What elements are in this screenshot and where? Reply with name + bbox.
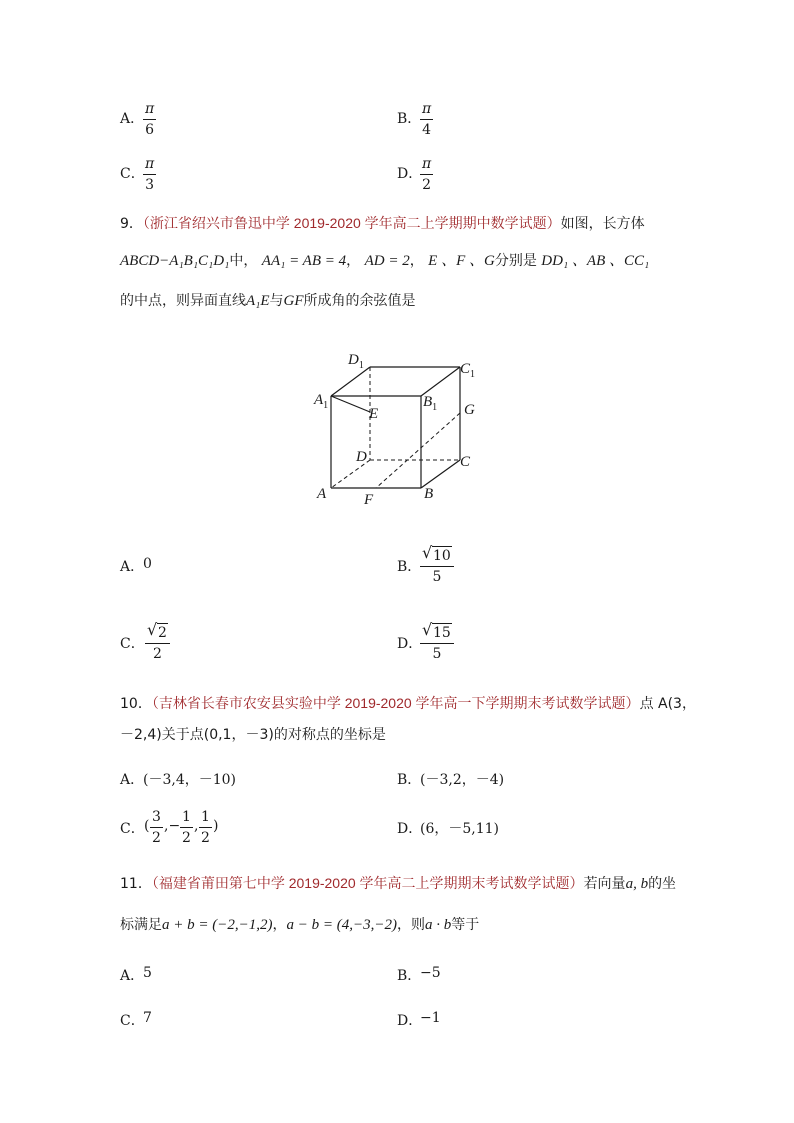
- q10-option-c-frac-3: [199, 808, 212, 847]
- q9-option-c-radicand: 2: [158, 625, 167, 641]
- q10-option-d-label: D．: [397, 821, 423, 837]
- q11-line2-pre: 标满足: [120, 917, 162, 933]
- q8-option-c-label: C．: [120, 166, 145, 182]
- q9-cuboid-figure: [300, 340, 500, 515]
- q9-option-a-label: A．: [120, 559, 145, 575]
- q10-option-c-n3: 1: [199, 808, 212, 828]
- q11-eq-diff: a − b = (4,−3,−2): [286, 917, 397, 933]
- edge-c-b: [421, 460, 460, 488]
- hidden-segment-g-f: [376, 413, 460, 488]
- q11-line-1: [120, 873, 676, 893]
- q9-box-name: ABCD: [120, 253, 160, 269]
- q9-box-name-1: A₁B₁C₁D₁: [169, 253, 230, 269]
- label-b: B: [424, 486, 434, 502]
- q9-option-c-fraction: √ 2 2: [145, 623, 170, 663]
- q10-line1-tail: 点 A(3，: [639, 696, 696, 712]
- q8-option-b-num: π: [420, 100, 433, 120]
- q8-option-c-fraction: [143, 155, 156, 194]
- q10-option-c-d1: 2: [152, 830, 161, 846]
- q9-option-d-den: 5: [432, 646, 442, 662]
- q8-option-b-den: 4: [422, 122, 432, 138]
- q8-option-d-fraction: [420, 155, 433, 194]
- q10-option-d-value: (6，－5,11): [420, 821, 500, 837]
- q9-source: （浙江省绍兴市鲁迅中学 2019-2020 学年高二上学期期中数学试题）: [142, 215, 561, 231]
- q11-line2-end: 等于: [451, 917, 480, 933]
- q10-option-a-label: A．: [120, 772, 145, 788]
- q10-line-1: [120, 693, 696, 713]
- q11-option-b-value: −5: [420, 965, 441, 981]
- q9-line-2: [120, 249, 649, 270]
- q8-option-d-num: π: [420, 155, 433, 175]
- label-d1: $D_1$: [348, 352, 364, 371]
- q10-option-c-sep-2: ,: [194, 818, 199, 834]
- q8-option-d-den: 2: [422, 177, 432, 193]
- label-c: C: [460, 454, 471, 470]
- q9-option-a-value: 0: [143, 556, 152, 572]
- label-d: D: [356, 449, 367, 465]
- q9-points: E 、F 、G: [428, 253, 495, 269]
- q11-option-b-label: B．: [397, 968, 422, 984]
- q11-ze: ，则: [396, 917, 425, 933]
- q9-comma-1: ，: [346, 253, 361, 269]
- q8-option-b-fraction: [420, 100, 433, 139]
- q9-number: 9．: [120, 216, 143, 232]
- q10-option-c-n1: 3: [150, 808, 163, 828]
- q11-line1-end: 的坐: [648, 876, 677, 892]
- q10-option-c-close: ): [213, 818, 219, 834]
- q8-option-a-num: π: [143, 100, 156, 120]
- q8-option-b-label: B．: [397, 111, 422, 127]
- q9-edges: DD₁ 、AB 、CC₁: [541, 253, 650, 269]
- q9-option-d-label: D．: [397, 636, 423, 652]
- q9-dash: −: [159, 253, 170, 269]
- q9-eq-2: AD = 2: [364, 253, 410, 269]
- q11-option-c-label: C．: [120, 1013, 145, 1029]
- edge-b1-c1: [421, 367, 460, 396]
- segment-a1-e: [331, 396, 370, 412]
- q10-option-c-n2: 1: [180, 808, 193, 828]
- q11-option-d-value: −1: [420, 1010, 441, 1026]
- q11-option-c-value: 7: [143, 1010, 152, 1026]
- label-g: G: [464, 402, 475, 418]
- q9-comma-2: ，: [409, 253, 424, 269]
- label-a: A: [317, 486, 327, 502]
- q8-option-a-den: 6: [145, 122, 155, 138]
- q9-option-b-den: 5: [432, 569, 442, 585]
- q9-option-c-den: 2: [153, 646, 162, 662]
- q10-source: （吉林省长春市农安县实验中学 2019-2020 学年高一下学期期末考试数学试题）: [151, 695, 640, 711]
- q9-option-b-radicand: 10: [433, 548, 451, 564]
- label-b1: $B_1$: [423, 394, 438, 413]
- q11-source: （福建省莆田第七中学 2019-2020 学年高二上学期期末考试数学试题）: [151, 875, 584, 891]
- q10-option-c-label: C．: [120, 821, 145, 837]
- q9-option-b-fraction: √ 10 5: [420, 546, 454, 586]
- label-f: F: [364, 492, 374, 508]
- q10-number: 10．: [120, 696, 152, 712]
- q11-eq-sum: a + b = (−2,−1,2): [162, 917, 273, 933]
- q9-option-d-fraction: √ 15 5: [420, 623, 454, 663]
- q9-line-gf: GF: [283, 293, 304, 309]
- edge-a1-d1: [331, 367, 370, 396]
- q9-yu: 与: [269, 293, 284, 309]
- q9-line3-pre: 的中点，则异面直线: [120, 293, 246, 309]
- label-a1: $A_1$: [314, 392, 329, 411]
- q8-option-a-label: A．: [120, 111, 145, 127]
- q9-zhong: 中，: [229, 253, 258, 269]
- q10-option-b-label: B．: [397, 772, 422, 788]
- q9-line-a1e: A₁E: [246, 293, 270, 309]
- label-c1: $C_1$: [460, 361, 476, 380]
- q11-line-2: [120, 914, 479, 934]
- q9-option-c-label: C．: [120, 636, 145, 652]
- q11-dot-product: a · b: [424, 917, 452, 933]
- q9-line1-tail: 如图，长方体: [560, 216, 645, 232]
- q10-option-c-frac-2: [180, 808, 193, 847]
- q9-line-3: [120, 290, 416, 310]
- q11-vectors: a, b: [625, 876, 649, 892]
- q9-option-d-radicand: 15: [433, 625, 451, 641]
- q10-option-a-value: (－3,4，－10): [143, 772, 237, 788]
- q11-comma: ，: [272, 917, 287, 933]
- q9-eq-1: AA₁ = AB = 4: [261, 253, 347, 269]
- q10-option-c-open: (: [144, 818, 150, 834]
- q11-option-a-label: A．: [120, 968, 145, 984]
- q10-line-2: －2,4)关于点(0,1，－3)的对称点的坐标是: [120, 727, 386, 743]
- label-e: E: [369, 406, 379, 422]
- q9-line-1: [120, 213, 645, 233]
- q10-option-c-d2: 2: [182, 830, 191, 846]
- q9-line3-post: 所成角的余弦值是: [303, 293, 416, 309]
- q11-number: 11．: [120, 876, 152, 892]
- q9-option-b-label: B．: [397, 559, 422, 575]
- q10-option-c-d3: 2: [201, 830, 210, 846]
- q8-option-c-den: 3: [145, 177, 155, 193]
- q10-option-c-frac-1: [150, 808, 163, 847]
- q10-option-c-sep-1: ,−: [164, 818, 181, 834]
- q8-option-d-label: D．: [397, 166, 423, 182]
- q11-option-d-label: D．: [397, 1013, 423, 1029]
- q8-option-a-fraction: [143, 100, 156, 139]
- q10-option-b-value: (－3,2，－4): [420, 772, 505, 788]
- q11-option-a-value: 5: [143, 965, 152, 981]
- q8-option-c-num: π: [143, 155, 156, 175]
- q11-line1-tail: 若向量: [583, 876, 626, 892]
- q9-fenbie: 分别是: [494, 253, 537, 269]
